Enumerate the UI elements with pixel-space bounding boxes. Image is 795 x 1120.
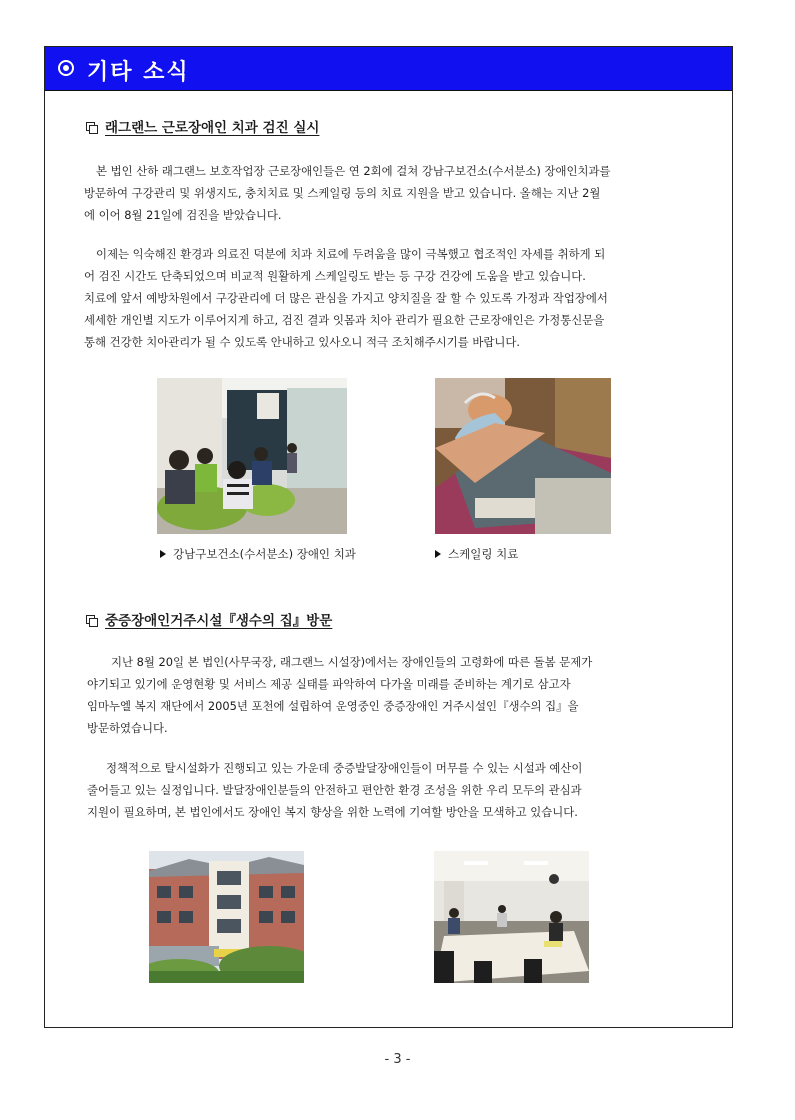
text-line: 방문하였습니다. [87, 721, 168, 735]
section1-paragraph1 [84, 160, 698, 226]
photo-caption-clinic [160, 546, 356, 562]
text-line: 야기되고 있기에 운영현황 및 서비스 제공 실태를 파악하여 다가올 미래를 준비하는 계기로 삼고자 [87, 677, 571, 691]
photo-clinic-waiting-room [157, 378, 347, 534]
text-line: 세세한 개인별 지도가 이루어지게 하고, 검진 결과 잇몸과 치아 관리가 필요한 근로장애인은 가정통신문을 [84, 313, 605, 327]
text-line: 임마누엘 복지 재단에서 2005년 포천에 설립하여 운영중인 중증장애인 거주시설인『생수의 집』을 [87, 699, 579, 713]
bullet-triangle-icon [435, 550, 441, 558]
text-line: 에 이어 8월 21일에 검진을 받았습니다. [84, 208, 282, 222]
caption-text: 스케일링 치료 [448, 547, 519, 561]
section2-title: 중증장애인거주시설『생수의 집』방문 [105, 613, 333, 629]
section2-title-row [86, 609, 332, 629]
caption-text: 강남구보건소(수서분소) 장애인 치과 [173, 547, 356, 561]
text-line: 지원이 필요하며, 본 법인에서도 장애인 복지 향상을 위한 노력에 기여할 방안을 모색하고 있습니다. [87, 805, 578, 819]
text-line: 줄어들고 있는 실정입니다. 발달장애인분들의 안전하고 편안한 환경 조성을 위한 우리 모두의 관심과 [87, 783, 582, 797]
section-square-icon [86, 122, 97, 133]
text-line: 치료에 앞서 예방차원에서 구강관리에 더 많은 관심을 가지고 양치질을 잘 할 수 있도록 가정과 작업장에서 [84, 291, 608, 305]
text-line: 정책적으로 탈시설화가 진행되고 있는 가운데 중증발달장애인들이 머무를 수 있는 시설과 예산이 [106, 761, 583, 775]
header-title: 기타 소식 [87, 60, 190, 85]
section2-paragraph1 [84, 651, 698, 739]
section1-title: 래그랜느 근로장애인 치과 검진 실시 [105, 120, 320, 136]
text-line: 이제는 익숙해진 환경과 의료진 덕분에 치과 치료에 두려움을 많이 극복했고 협조적인 자세를 취하게 되 [96, 247, 606, 261]
photo-caption-scaling [435, 546, 518, 562]
section1-paragraph2 [84, 243, 698, 353]
target-circle-icon [58, 60, 74, 76]
text-line: 본 법인 산하 래그랜느 보호작업장 근로장애인들은 연 2회에 걸쳐 강남구보건소(수서분소) 장애인치과를 [96, 164, 611, 178]
photo-scaling-treatment [435, 378, 611, 534]
page-number: - 3 - [384, 1052, 411, 1067]
photo-facility-building [149, 851, 304, 983]
section1-title-row [86, 116, 319, 136]
section-square-icon [86, 615, 97, 626]
photo-meeting-room [434, 851, 589, 983]
bullet-triangle-icon [160, 550, 166, 558]
text-line: 어 검진 시간도 단축되었으며 비교적 원활하게 스케일링도 받는 등 구강 건강에 도움을 받고 있습니다. [84, 269, 586, 283]
text-line: 지난 8월 20일 본 법인(사무국장, 래그랜느 시설장)에서는 장애인들의 고령화에 따른 돌봄 문제가 [111, 655, 593, 669]
text-line: 통해 건강한 치아관리가 될 수 있도록 안내하고 있사오니 적극 조치해주시기를 바랍니다. [84, 335, 520, 349]
section-header-bar [45, 47, 732, 91]
section2-paragraph2 [84, 757, 698, 823]
text-line: 방문하여 구강관리 및 위생지도, 충치치료 및 스케일링 등의 치료 지원을 받고 있습니다. 올해는 지난 2월 [84, 186, 601, 200]
